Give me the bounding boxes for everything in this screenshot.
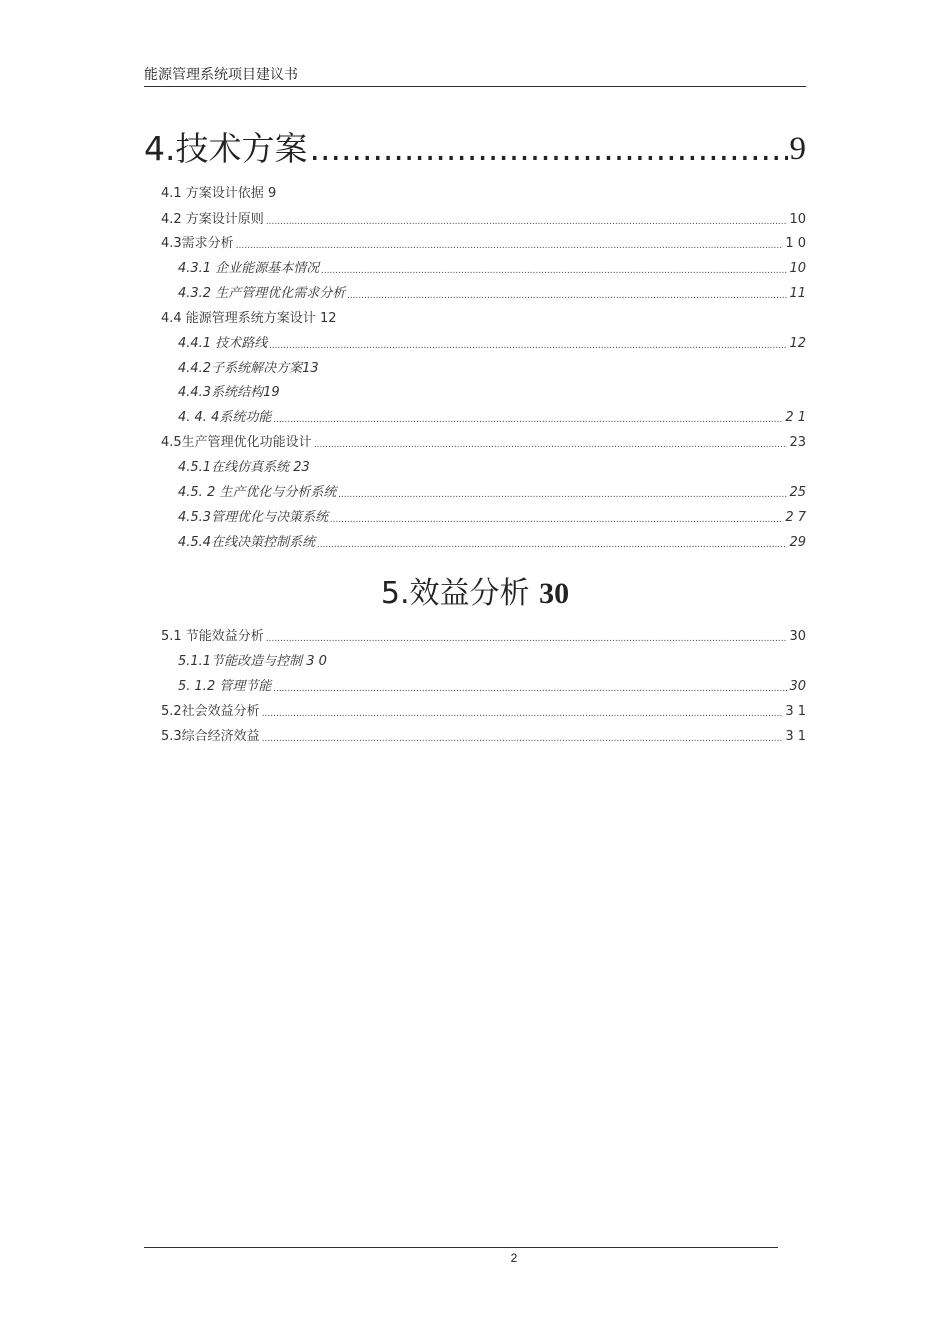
toc-entry-text: 4.3需求分析 xyxy=(161,236,234,251)
toc-entry-text: 5.2社会效益分析 xyxy=(161,704,260,719)
toc-entry-text: 5.1.1节能改造与控制 3 0 xyxy=(178,654,327,669)
toc-leader xyxy=(317,538,787,552)
toc-entry-4-3-1[interactable] xyxy=(178,260,806,278)
toc-entry-text: 4.4 能源管理系统方案设计 12 xyxy=(161,311,337,326)
toc-entry-5-2[interactable] xyxy=(161,703,806,721)
toc-entry-page: 10 xyxy=(789,261,806,276)
toc-entry-page: 2 7 xyxy=(785,510,806,525)
toc-leader xyxy=(236,239,784,253)
toc-entry-page: 30 xyxy=(789,629,806,644)
toc-entry-page: 30 xyxy=(789,679,806,694)
toc-entry-4-4-2[interactable] xyxy=(178,360,806,378)
toc-entry-4-4-1[interactable] xyxy=(178,335,806,353)
toc-entry-4-5-1[interactable] xyxy=(178,459,806,477)
toc-leader xyxy=(314,438,788,452)
toc-chapter-4-title: 4.技术方案 xyxy=(144,129,308,168)
toc-chapter-4[interactable] xyxy=(144,128,806,170)
toc-leader xyxy=(273,413,783,427)
toc-entry-text: 4.1 方案设计依据 9 xyxy=(161,186,277,201)
running-header: 能源管理系统项目建议书 xyxy=(144,66,806,87)
toc-entry-5-1-2[interactable] xyxy=(178,678,806,696)
toc-entry-5-3[interactable] xyxy=(161,728,806,746)
toc-entry-page: 10 xyxy=(789,212,806,227)
toc-entry-4-1[interactable] xyxy=(161,185,806,203)
toc-entry-4-5-2[interactable] xyxy=(178,484,806,502)
toc-entry-4-5[interactable] xyxy=(161,434,806,452)
toc-entry-page: 3 1 xyxy=(785,704,806,719)
toc-leader xyxy=(347,289,787,303)
page-number: 2 xyxy=(510,1251,518,1265)
toc-entry-4-4-3[interactable] xyxy=(178,384,806,402)
toc-entry-4-5-3[interactable] xyxy=(178,509,806,527)
toc-entry-4-2[interactable] xyxy=(161,211,806,229)
toc-leader xyxy=(262,707,784,721)
toc-entry-page: 25 xyxy=(789,485,806,500)
toc-entry-page: 1 0 xyxy=(785,236,806,251)
toc-entry-page: 2 1 xyxy=(785,410,806,425)
toc-entry-5-1-1[interactable] xyxy=(178,653,806,671)
toc-entry-text: 4.5.4在线决策控制系统 xyxy=(178,535,316,550)
toc-entry-text: 5. 1.2 管理节能 xyxy=(178,679,272,694)
toc-entry-text: 4.5.1在线仿真系统 23 xyxy=(178,460,310,475)
toc-leader xyxy=(269,339,787,353)
toc-entry-page: 3 1 xyxy=(785,729,806,744)
toc-entry-text: 4.4.1 技术路线 xyxy=(178,336,268,351)
toc-leader xyxy=(273,682,787,696)
toc-chapter-5-page: 30 xyxy=(539,577,570,610)
toc-entry-text: 4.5. 2 生产优化与分析系统 xyxy=(178,485,337,500)
toc-entry-text: 4.4.3系统结构19 xyxy=(178,385,280,400)
toc-entry-4-5-4[interactable] xyxy=(178,534,806,552)
toc-entry-4-4[interactable] xyxy=(161,310,806,328)
toc-entry-page: 11 xyxy=(789,286,806,301)
toc-entry-text: 4. 4. 4系统功能 xyxy=(178,410,272,425)
toc-chapter-4-page: 9 xyxy=(789,131,806,167)
toc-entry-4-3[interactable] xyxy=(161,235,806,253)
toc-entry-page: 29 xyxy=(789,535,806,550)
toc-chapter-5-number: 5. xyxy=(380,576,410,611)
toc-entry-text: 4.5.3管理优化与决策系统 xyxy=(178,510,329,525)
toc-leader xyxy=(321,264,787,278)
toc-chapter-5-title: 效益分析 xyxy=(409,576,540,611)
toc-entry-text: 4.4.2子系统解决方案13 xyxy=(178,361,319,376)
toc-leader xyxy=(338,488,787,502)
toc-chapter-5[interactable] xyxy=(0,572,950,616)
toc-entry-text: 4.3.2 生产管理优化需求分析 xyxy=(178,286,346,301)
toc-leader xyxy=(310,128,788,170)
toc-entry-page: 12 xyxy=(789,336,806,351)
toc-leader xyxy=(266,215,788,229)
toc-entry-text: 4.2 方案设计原则 xyxy=(161,212,264,227)
toc-entry-text: 4.3.1 企业能源基本情况 xyxy=(178,261,320,276)
toc-leader xyxy=(266,632,788,646)
toc-entry-5-1[interactable] xyxy=(161,628,806,646)
footer-rule xyxy=(144,1247,778,1248)
toc-leader xyxy=(330,513,783,527)
toc-entry-text: 5.1 节能效益分析 xyxy=(161,629,264,644)
toc-entry-text: 4.5生产管理优化功能设计 xyxy=(161,435,312,450)
toc-entry-4-3-2[interactable] xyxy=(178,285,806,303)
toc-entry-4-4-4[interactable] xyxy=(178,409,806,427)
toc-entry-text: 5.3综合经济效益 xyxy=(161,729,260,744)
toc-leader xyxy=(262,732,784,746)
toc-entry-page: 23 xyxy=(789,435,806,450)
